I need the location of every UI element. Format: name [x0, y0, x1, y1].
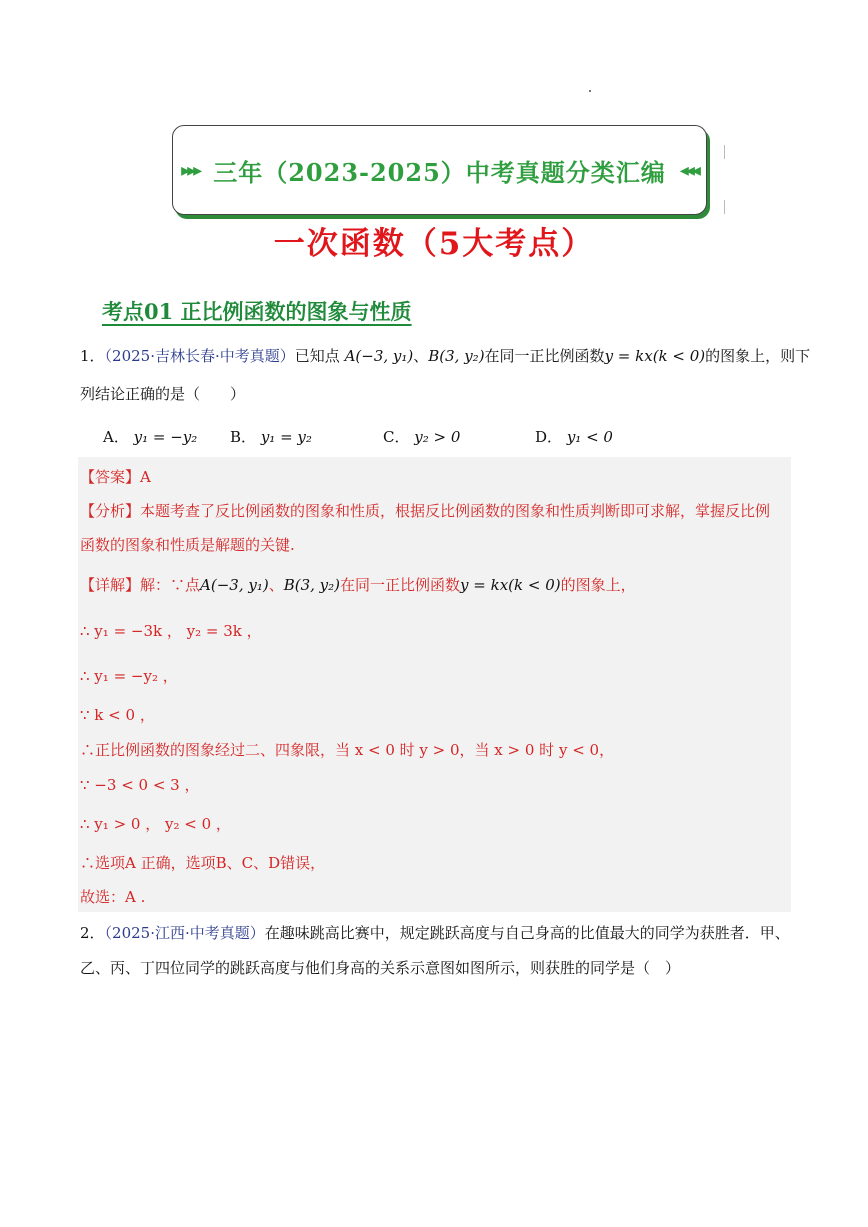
math-point-b: B(3, y₂)	[428, 347, 485, 365]
math-function: y = kx(k < 0)	[604, 347, 706, 365]
solution-step: ∴ y₁ = −3k ， y₂ = 3k ，	[80, 622, 262, 640]
solution-step: ∵ k < 0 ，	[80, 706, 155, 724]
math-function: y = kx(k < 0)	[460, 576, 561, 594]
solution-step: ∴选项A 正确，选项B、C、D错误，	[80, 854, 326, 872]
analysis-line-2: 函数的图象和性质是解题的关键.	[80, 536, 295, 554]
question-2-line-1	[80, 923, 790, 943]
analysis-text: 本题考查了反比例函数的图象和性质，根据反比例函数的图象和性质判断即可求解，掌握反比例	[140, 502, 771, 520]
question-number: 2．	[80, 924, 105, 942]
detail-text: 解：∵点	[140, 576, 201, 594]
page-title: 一次函数（5大考点）	[273, 226, 595, 262]
header-banner	[172, 125, 707, 215]
detail-text: 的图象上，	[560, 576, 636, 594]
question-1-line-1	[80, 346, 810, 366]
detail-tag: 【详解】	[80, 576, 141, 594]
math-separator: 、	[413, 347, 429, 365]
analysis-line-1	[80, 500, 770, 521]
question-number: 1．	[80, 347, 105, 365]
detail-text: 在同一正比例函数	[340, 576, 461, 594]
question-text: 的图象上，则下	[705, 347, 811, 365]
banner-title: 三年（2023-2025）中考真题分类汇编	[213, 157, 666, 187]
stray-dot	[589, 90, 591, 92]
analysis-tag: 【分析】	[80, 502, 141, 520]
question-2-line-2: 乙、丙、丁四位同学的跳跃高度与他们身高的关系示意图如图所示，则获胜的同学是（ ）	[80, 959, 681, 977]
option-a: A． y₁ = −y₂	[103, 428, 198, 446]
detail-line: 【详解】解：∵点A(−3, y₁)、B(3, y₂)在同一正比例函数y = kx(k < 0)的图象上，	[80, 576, 636, 594]
question-text: 在同一正比例函数	[484, 347, 605, 365]
arrows-left-icon: ▸▸▸	[181, 159, 200, 181]
solution-step: ∴ y₁ = −y₂ ，	[80, 667, 178, 685]
solution-box	[78, 457, 791, 912]
arrows-right-icon: ◂◂◂	[679, 159, 698, 181]
math-point-a: A(−3, y₁)	[200, 576, 269, 594]
option-b: B． y₁ = y₂	[230, 428, 312, 446]
solution-step: ∴正比例函数的图象经过二、四象限，当 x < 0 时 y > 0，当 x > 0 时 y < 0，	[80, 741, 615, 759]
solution-step: ∴ y₁ > 0 ， y₂ < 0 ，	[80, 815, 231, 833]
question-source: （2025·江西·中考真题）	[104, 924, 265, 942]
math-point-a: A(−3, y₁)	[344, 347, 414, 365]
solution-step: ∵ −3 < 0 < 3 ，	[80, 776, 200, 794]
option-c: C． y₂ > 0	[383, 428, 461, 446]
question-text: 已知点	[294, 347, 340, 365]
edge-mark	[724, 200, 725, 214]
question-source: （2025·吉林长春·中考真题）	[104, 347, 295, 365]
question-text: 在趣味跳高比赛中，规定跳跃高度与自己身高的比值最大的同学为获胜者．甲、	[264, 924, 790, 942]
solution-step: 故选：A .	[80, 888, 146, 906]
question-1-line-2: 列结论正确的是（ ）	[80, 385, 246, 403]
answer-value: A	[140, 468, 151, 486]
math-point-b: B(3, y₂)	[283, 576, 341, 594]
edge-mark	[724, 145, 725, 159]
answer-line	[80, 466, 151, 487]
section-title: 考点01 正比例函数的图象与性质	[102, 299, 412, 324]
answer-tag: 【答案】	[80, 468, 141, 486]
option-d: D． y₁ < 0	[535, 428, 613, 446]
